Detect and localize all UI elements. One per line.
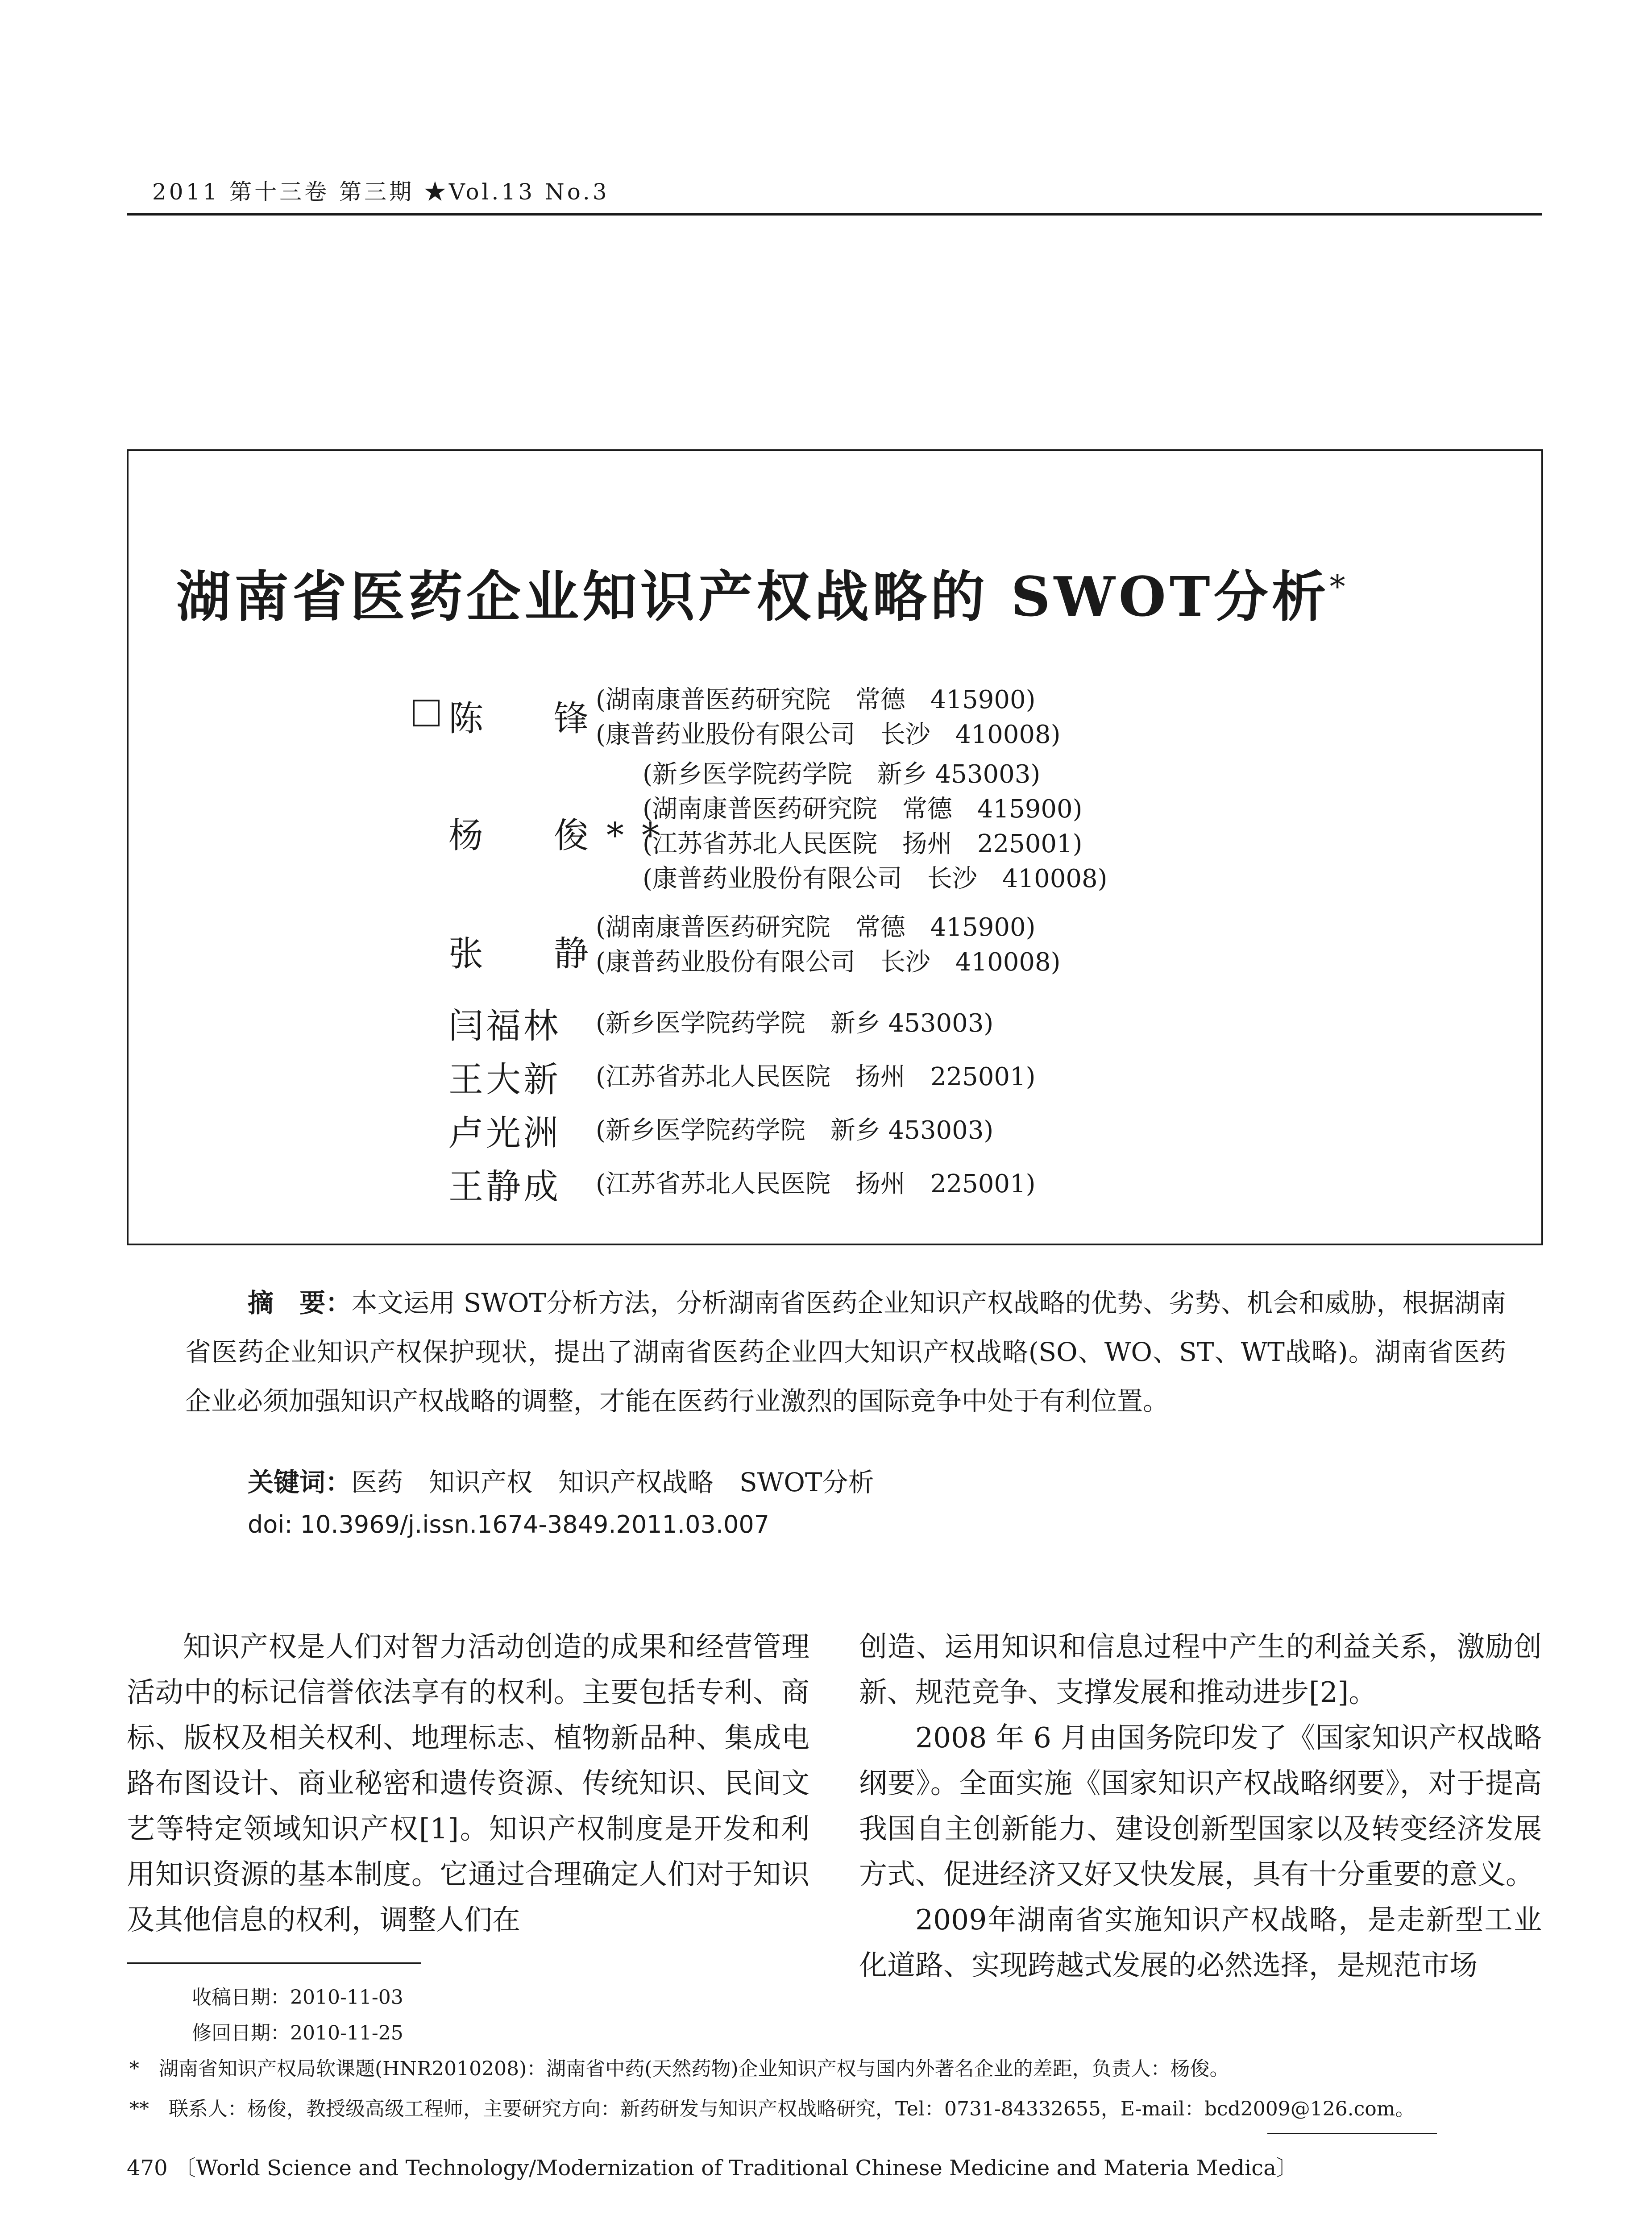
author-affiliation: (新乡医学院药学院 新乡 453003) xyxy=(596,1116,994,1145)
body-paragraph: 知识产权是人们对智力活动创造的成果和经营管理活动中的标记信誉依法享有的权利。主要包括专利、商标、版权及相关权利、地理标志、植物新品种、集成电路布图设计、商业秘密和遗传资源、传统知识、民间文艺等特定领域知识产权[1]。知识产权制度是开发和利用知识资源的基本制度。它通过合理确定人们对于知识及其他信息的权利，调整人们在 xyxy=(127,1630,809,1936)
header-rule xyxy=(127,213,1542,216)
author-name: 陈 锋 xyxy=(448,699,607,739)
body-column-right xyxy=(859,1624,1542,1988)
keywords xyxy=(248,1461,874,1499)
body-paragraph: 2008 年 6 月由国务院印发了《国家知识产权战略纲要》。全面实施《国家知识产权战略纲要》，对于提高我国自主创新能力、建设创新型国家以及转变经济发展方式、促进经济又好又快发展，具有十分重要的意义。 xyxy=(859,1721,1542,1891)
author-affiliation: (江苏省苏北人民医院 扬州 225001) xyxy=(643,829,1083,858)
abstract-label: 摘 要： xyxy=(248,1288,352,1318)
body-paragraph: 2009年湖南省实施知识产权战略，是走新型工业化道路、实现跨越式发展的必然选择，是规范市场 xyxy=(859,1903,1542,1982)
body-column-left xyxy=(127,1624,809,1943)
author-name: 张 静 xyxy=(448,934,607,974)
keywords-label: 关键词： xyxy=(248,1467,352,1497)
title-text: 湖南省医药企业知识产权战略的 SWOT分析 xyxy=(176,564,1330,629)
doi: doi: 10.3969/j.issn.1674-3849.2011.03.007 xyxy=(248,1510,770,1538)
author-affiliation: (江苏省苏北人民医院 扬州 225001) xyxy=(596,1169,1036,1198)
author-affiliation: (新乡医学院药学院 新乡 453003) xyxy=(596,1009,994,1038)
footnote-end-rule xyxy=(1267,2133,1437,2134)
fund-footnote: * 湖南省知识产权局软课题(HNR2010208)：湖南省中药(天然药物)企业知识产权与国内外著名企业的差距，负责人：杨俊。 xyxy=(129,2057,1229,2080)
keywords-text: 医药 知识产权 知识产权战略 SWOT分析 xyxy=(351,1467,874,1497)
author-name: 王大新 xyxy=(448,1060,561,1100)
author-affiliation: (湖南康普医药研究院 常德 415900) xyxy=(596,685,1036,714)
author-affiliation: (康普药业股份有限公司 长沙 410008) xyxy=(596,948,1061,977)
abstract-text: 本文运用 SWOT分析方法，分析湖南省医药企业知识产权战略的优势、劣势、机会和威胁，根据湖南省医药企业知识产权保护现状，提出了湖南省医药企业四大知识产权战略(SO、WO、ST、WT战略)。湖南省医药企业必须加强知识产权战略的调整，才能在医药行业激烈的国际竞争中处于有利位置。 xyxy=(185,1288,1506,1416)
author-name: 王静成 xyxy=(448,1167,561,1207)
author-name: 杨 俊** xyxy=(448,816,677,856)
author-affiliation: (湖南康普医药研究院 常德 415900) xyxy=(643,795,1083,824)
received-date: 收稿日期：2010-11-03 xyxy=(192,1986,403,2009)
page-footer: 470 〔World Science and Technology/Modernization of Traditional Chinese Medicine and Materia Medica〕 xyxy=(127,2156,1298,2181)
title-footnote-mark: * xyxy=(1329,568,1349,605)
author-name: 闫福林 xyxy=(448,1006,561,1046)
contact-footnote: ** 联系人：杨俊，教授级高级工程师，主要研究方向：新药研发与知识产权战略研究，Tel：0731-84332655，E-mail：bcd2009@126.com。 xyxy=(129,2098,1415,2120)
footnote-rule xyxy=(127,1962,421,1964)
author-affiliation: (新乡医学院药学院 新乡 453003) xyxy=(643,760,1041,789)
author-box-marker xyxy=(413,700,440,726)
author-affiliation: (江苏省苏北人民医院 扬州 225001) xyxy=(596,1062,1036,1091)
author-affiliation: (康普药业股份有限公司 长沙 410008) xyxy=(643,864,1108,893)
body-paragraph: 创造、运用知识和信息过程中产生的利益关系，激励创新、规范竞争、支撑发展和推动进步[2]。 xyxy=(859,1630,1542,1708)
article-title xyxy=(176,553,1349,631)
author-name: 卢光洲 xyxy=(448,1113,561,1153)
author-affiliation: (康普药业股份有限公司 长沙 410008) xyxy=(596,720,1061,749)
abstract xyxy=(185,1278,1506,1426)
author-affiliation: (湖南康普医药研究院 常德 415900) xyxy=(596,913,1036,942)
running-header: 2011 第十三卷 第三期 ★Vol.13 No.3 xyxy=(152,179,610,205)
revised-date: 修回日期：2010-11-25 xyxy=(192,2022,403,2044)
